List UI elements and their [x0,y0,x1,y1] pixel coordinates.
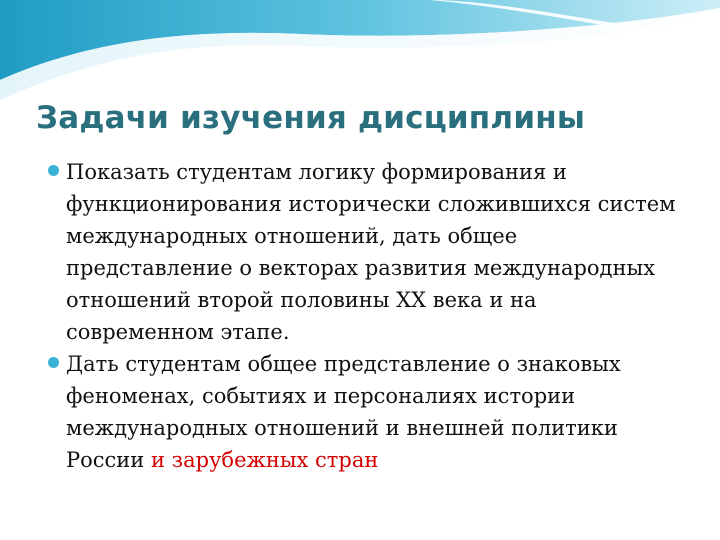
slide-title: Задачи изучения дисциплины [36,100,586,136]
bullet-dot-icon [48,165,59,176]
bullet-item [44,348,684,476]
bullet-list [44,156,684,476]
bullet-accent-text: и зарубежных стран [150,448,379,472]
bullet-dot-icon [48,357,59,368]
bullet-text: Дать студентам общее представление о знаковых феноменах, событиях и персоналиях истории международных отношений и внешней политики России [66,352,621,472]
decorative-wave-header [0,0,720,110]
bullet-item [44,156,684,348]
bullet-text: Показать студентам логику формирования и функционирования исторически сложившихся систем международных отношений, дать общее представление о векторах развития международных отношений второй половины XX века и на современном этапе. [66,160,676,344]
